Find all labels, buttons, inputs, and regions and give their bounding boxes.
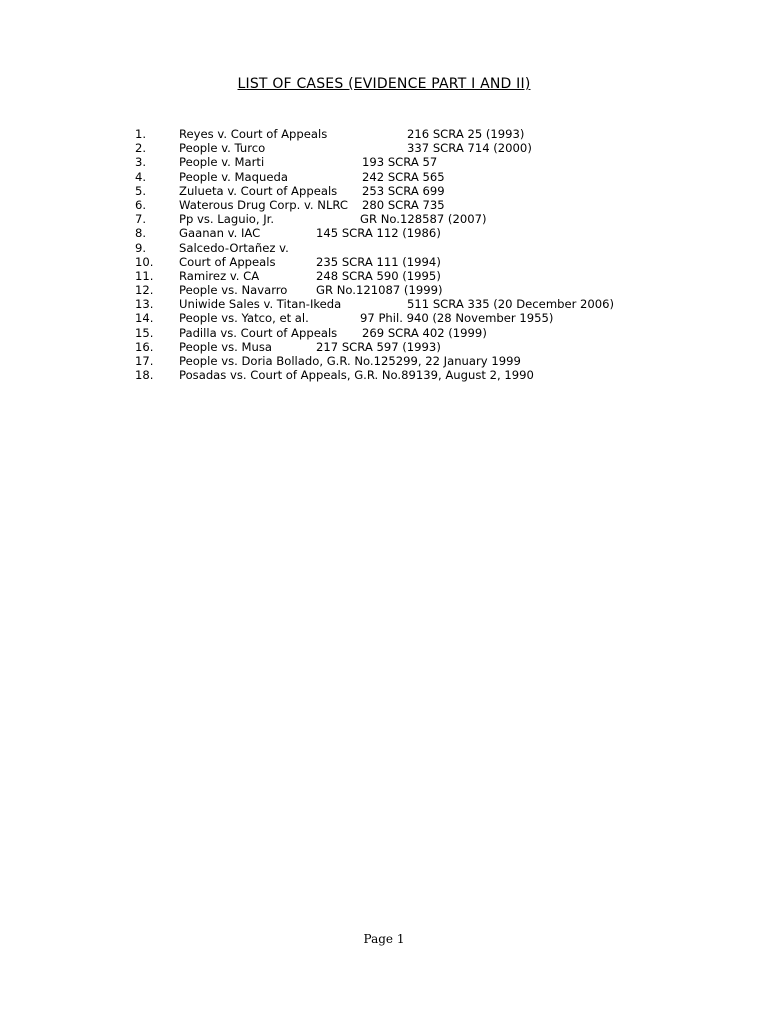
case-name: Pp vs. Laguio, Jr. xyxy=(179,212,275,227)
case-row xyxy=(0,170,768,184)
case-row xyxy=(0,255,768,269)
case-name: People vs. Doria Bollado, G.R. No.125299, 22 January 1999 xyxy=(179,354,521,368)
case-name: People v. Turco xyxy=(179,141,266,156)
case-row xyxy=(0,297,768,311)
case-row xyxy=(0,269,768,283)
case-citation: 217 SCRA 597 (1993) xyxy=(316,339,441,354)
case-row xyxy=(0,354,768,368)
case-name: Waterous Drug Corp. v. NLRC xyxy=(179,197,348,212)
case-citation: 242 SCRA 565 xyxy=(362,169,445,184)
case-row xyxy=(0,241,768,255)
case-number: 3. xyxy=(135,155,147,170)
case-number: 13. xyxy=(135,297,154,312)
case-citation: 269 SCRA 402 (1999) xyxy=(362,325,487,340)
case-name: Reyes v. Court of Appeals xyxy=(179,127,328,141)
case-number: 5. xyxy=(135,183,147,198)
case-row xyxy=(0,198,768,212)
case-row xyxy=(0,212,768,226)
case-name: Posadas vs. Court of Appeals, G.R. No.89139, August 2, 1990 xyxy=(179,368,534,383)
case-name: Salcedo-Ortañez v. xyxy=(179,240,289,255)
case-number: 4. xyxy=(135,169,147,184)
case-number: 11. xyxy=(135,268,154,283)
case-citation: GR No.128587 (2007) xyxy=(360,212,487,227)
case-name: People v. Maqueda xyxy=(179,169,288,184)
case-number: 12. xyxy=(135,283,154,298)
case-row xyxy=(0,184,768,198)
case-name: People v. Marti xyxy=(179,155,265,170)
case-citation: 216 SCRA 25 (1993) xyxy=(407,127,525,141)
case-row xyxy=(0,127,768,141)
case-citation: 511 SCRA 335 (20 December 2006) xyxy=(407,297,615,312)
case-name: People vs. Navarro xyxy=(179,283,288,298)
case-list xyxy=(0,127,768,382)
case-number: 7. xyxy=(135,212,147,227)
case-citation: 253 SCRA 699 xyxy=(362,183,445,198)
case-number: 6. xyxy=(135,197,147,212)
case-number: 17. xyxy=(135,354,154,368)
case-row xyxy=(0,340,768,354)
case-name: Court of Appeals xyxy=(179,254,276,269)
case-name: Zulueta v. Court of Appeals xyxy=(179,183,338,198)
case-citation: 337 SCRA 714 (2000) xyxy=(407,141,532,156)
case-name: Uniwide Sales v. Titan-Ikeda xyxy=(179,297,342,312)
case-number: 1. xyxy=(135,127,147,141)
case-citation: 145 SCRA 112 (1986) xyxy=(316,226,441,241)
case-name: People vs. Musa xyxy=(179,339,272,354)
case-row xyxy=(0,368,768,382)
page-title: LIST OF CASES (EVIDENCE PART I AND II) xyxy=(237,76,531,92)
case-row xyxy=(0,283,768,297)
case-row xyxy=(0,226,768,240)
case-citation: 193 SCRA 57 xyxy=(362,155,438,170)
case-number: 9. xyxy=(135,240,147,255)
case-number: 2. xyxy=(135,141,147,156)
page-number: Page 1 xyxy=(363,932,405,946)
case-row xyxy=(0,326,768,340)
case-citation: 280 SCRA 735 xyxy=(362,197,445,212)
case-row xyxy=(0,155,768,169)
case-citation: 248 SCRA 590 (1995) xyxy=(316,268,441,283)
case-row xyxy=(0,311,768,325)
case-number: 14. xyxy=(135,311,154,326)
case-number: 16. xyxy=(135,339,154,354)
case-name: People vs. Yatco, et al. xyxy=(179,311,309,326)
case-name: Ramirez v. CA xyxy=(179,268,260,283)
case-number: 8. xyxy=(135,226,147,241)
case-citation: GR No.121087 (1999) xyxy=(316,283,443,298)
case-number: 15. xyxy=(135,325,154,340)
case-citation: 97 Phil. 940 (28 November 1955) xyxy=(360,311,554,326)
case-name: Gaanan v. IAC xyxy=(179,226,261,241)
case-row xyxy=(0,141,768,155)
case-number: 10. xyxy=(135,254,154,269)
case-citation: 235 SCRA 111 (1994) xyxy=(316,254,441,269)
case-name: Padilla vs. Court of Appeals xyxy=(179,325,338,340)
case-number: 18. xyxy=(135,368,154,383)
